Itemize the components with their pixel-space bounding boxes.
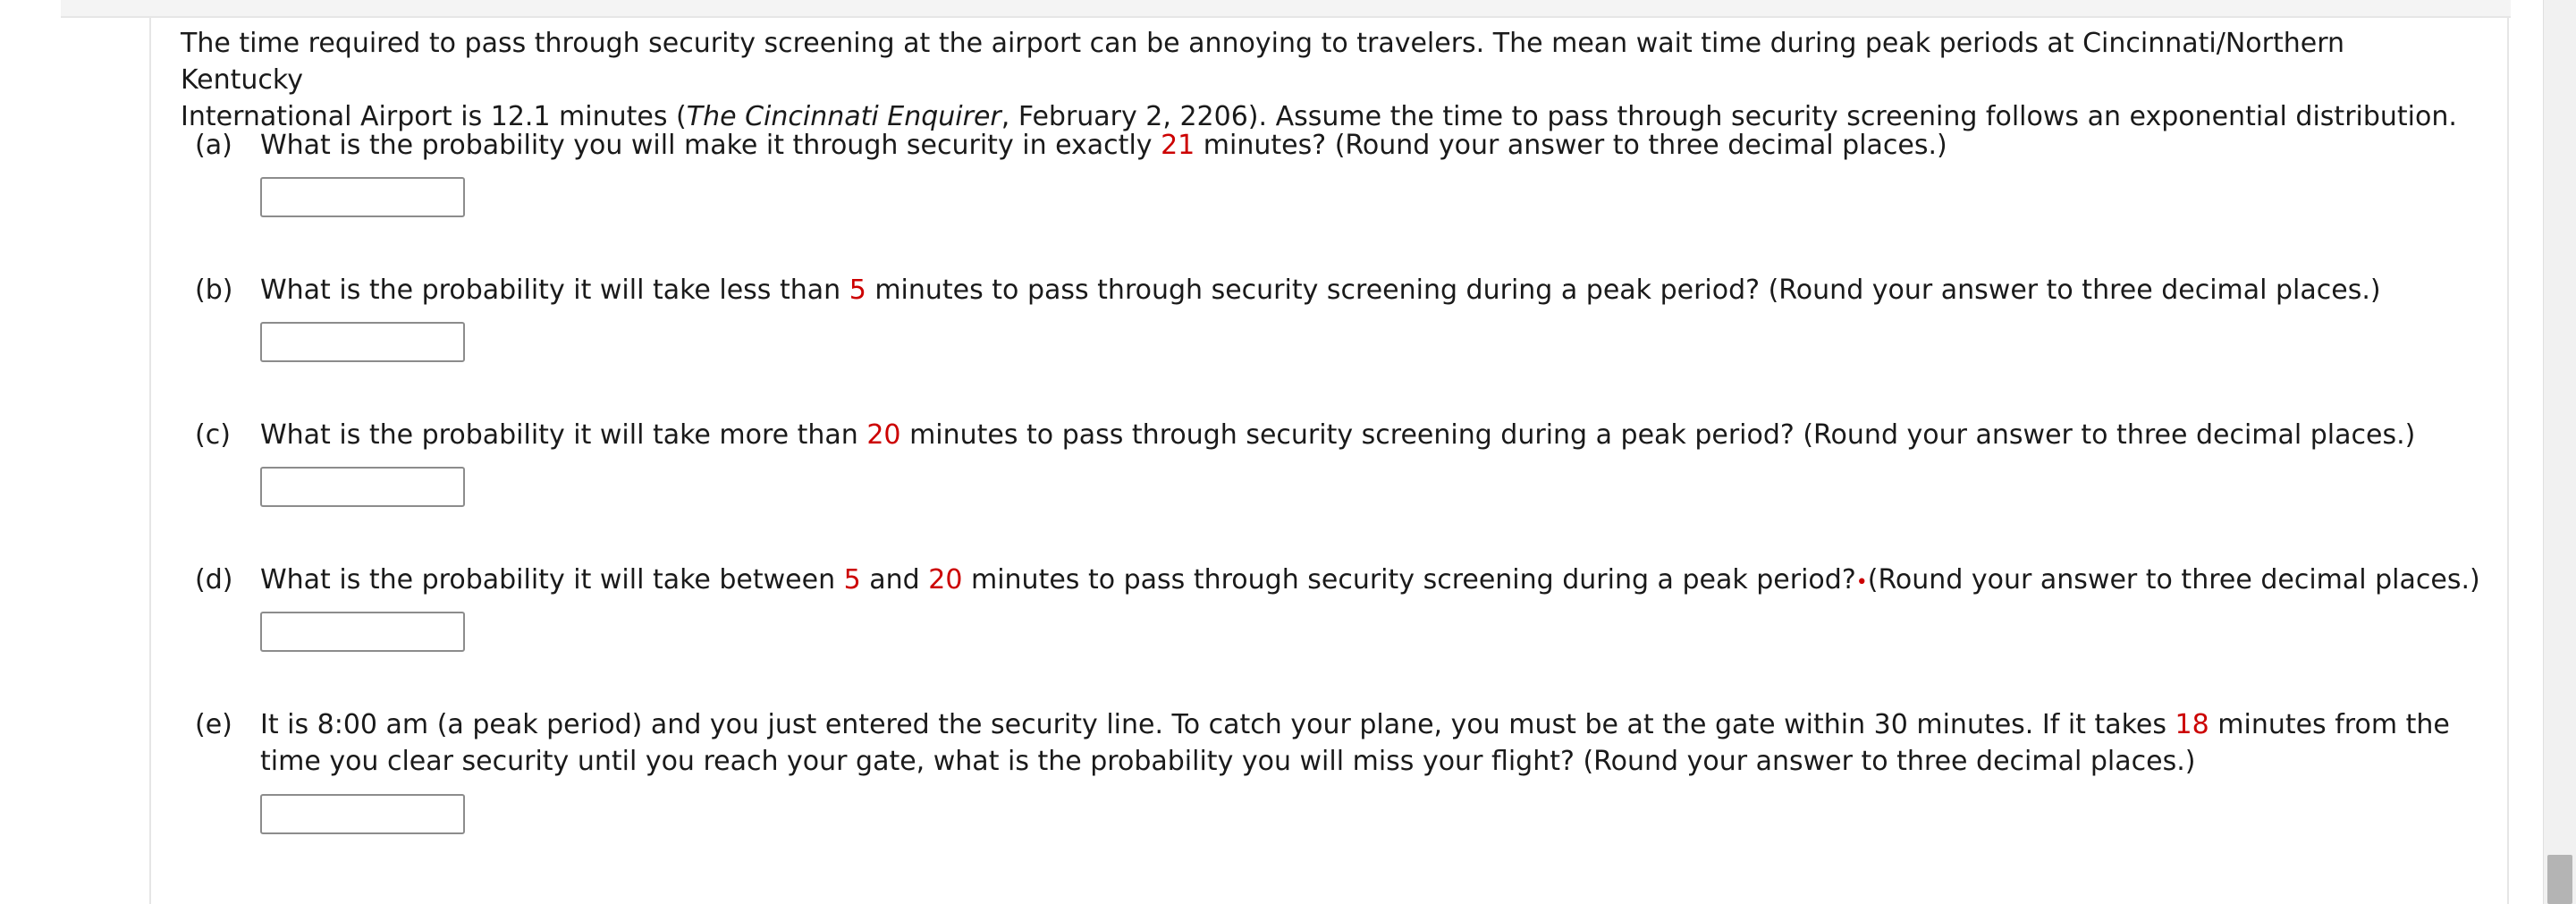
question-d-text-mid: and — [860, 564, 929, 596]
intro-text — [181, 25, 2470, 135]
question-e-value: 18 — [2175, 709, 2209, 740]
question-a-text-post: minutes? (Round your answer to three decimal places.) — [1195, 130, 1947, 161]
question-d-label: (d) — [195, 564, 233, 596]
left-border — [149, 16, 151, 904]
scrollbar-thumb[interactable] — [2547, 855, 2572, 904]
question-c-text-post: minutes to pass through security screening during a peak period? (Round your answer to three decimal places.) — [900, 419, 2416, 451]
vertical-scrollbar[interactable] — [2543, 0, 2576, 904]
intro-line-2-post: , February 2, 2206). Assume the time to pass through security screening follows an exponential distribution. — [1001, 101, 2457, 132]
question-b-text — [260, 272, 2496, 308]
question-b-text-pre: What is the probability it will take less than — [260, 275, 849, 306]
top-strip — [61, 0, 2511, 18]
question-c-text — [260, 417, 2496, 453]
answer-input-d[interactable] — [260, 612, 465, 652]
question-b-label: (b) — [195, 275, 233, 306]
answer-input-c[interactable] — [260, 467, 465, 507]
question-a-text-pre: What is the probability you will make it through security in exactly — [260, 130, 1161, 161]
problem-intro — [181, 25, 2470, 135]
question-b-value: 5 — [849, 275, 866, 306]
question-b-text-post: minutes to pass through security screening during a peak period? (Round your answer to three decimal places.) — [866, 275, 2381, 306]
question-d-text-pre: What is the probability it will take between — [260, 564, 844, 596]
answer-input-e[interactable] — [260, 794, 465, 834]
intro-line-1: The time required to pass through security screening at the airport can be annoying to travelers. The mean wait time during peak periods at Cincinnati/Northern Kentucky — [181, 28, 2345, 96]
question-d-value-1: 5 — [843, 564, 861, 596]
question-a-label: (a) — [195, 130, 232, 161]
answer-input-a[interactable] — [260, 177, 465, 217]
question-d-text-post: minutes to pass through security screening during a peak period? — [962, 564, 1856, 596]
answer-input-b[interactable] — [260, 322, 465, 362]
question-c-label: (c) — [195, 419, 231, 451]
source-citation: The Cincinnati Enquirer — [686, 101, 1001, 132]
question-d-value-2: 20 — [928, 564, 963, 596]
question-e-text-pre: It is 8:00 am (a peak period) and you just entered the security line. To catch your plane, you must be at the gate within 30 minutes. If it takes — [260, 709, 2175, 740]
question-e-text-post: minutes from the — [2209, 709, 2450, 740]
question-e-text-line2: time you clear security until you reach your gate, what is the probability you will miss your flight? (Round your answer to three decimal places.) — [260, 746, 2196, 777]
question-e-text — [260, 706, 2496, 780]
question-d-text-post2: (Round your answer to three decimal places.) — [1867, 564, 2480, 596]
question-e-label: (e) — [195, 709, 232, 740]
question-a-text — [260, 127, 2496, 164]
question-d-text — [260, 562, 2496, 601]
intro-line-2-pre: International Airport is 12.1 minutes ( — [181, 101, 687, 132]
question-c-text-pre: What is the probability it will take more than — [260, 419, 867, 451]
marker-dot: • — [1855, 571, 1868, 594]
right-border — [2507, 16, 2509, 904]
question-a-value: 21 — [1161, 130, 1195, 161]
question-c-value: 20 — [866, 419, 901, 451]
